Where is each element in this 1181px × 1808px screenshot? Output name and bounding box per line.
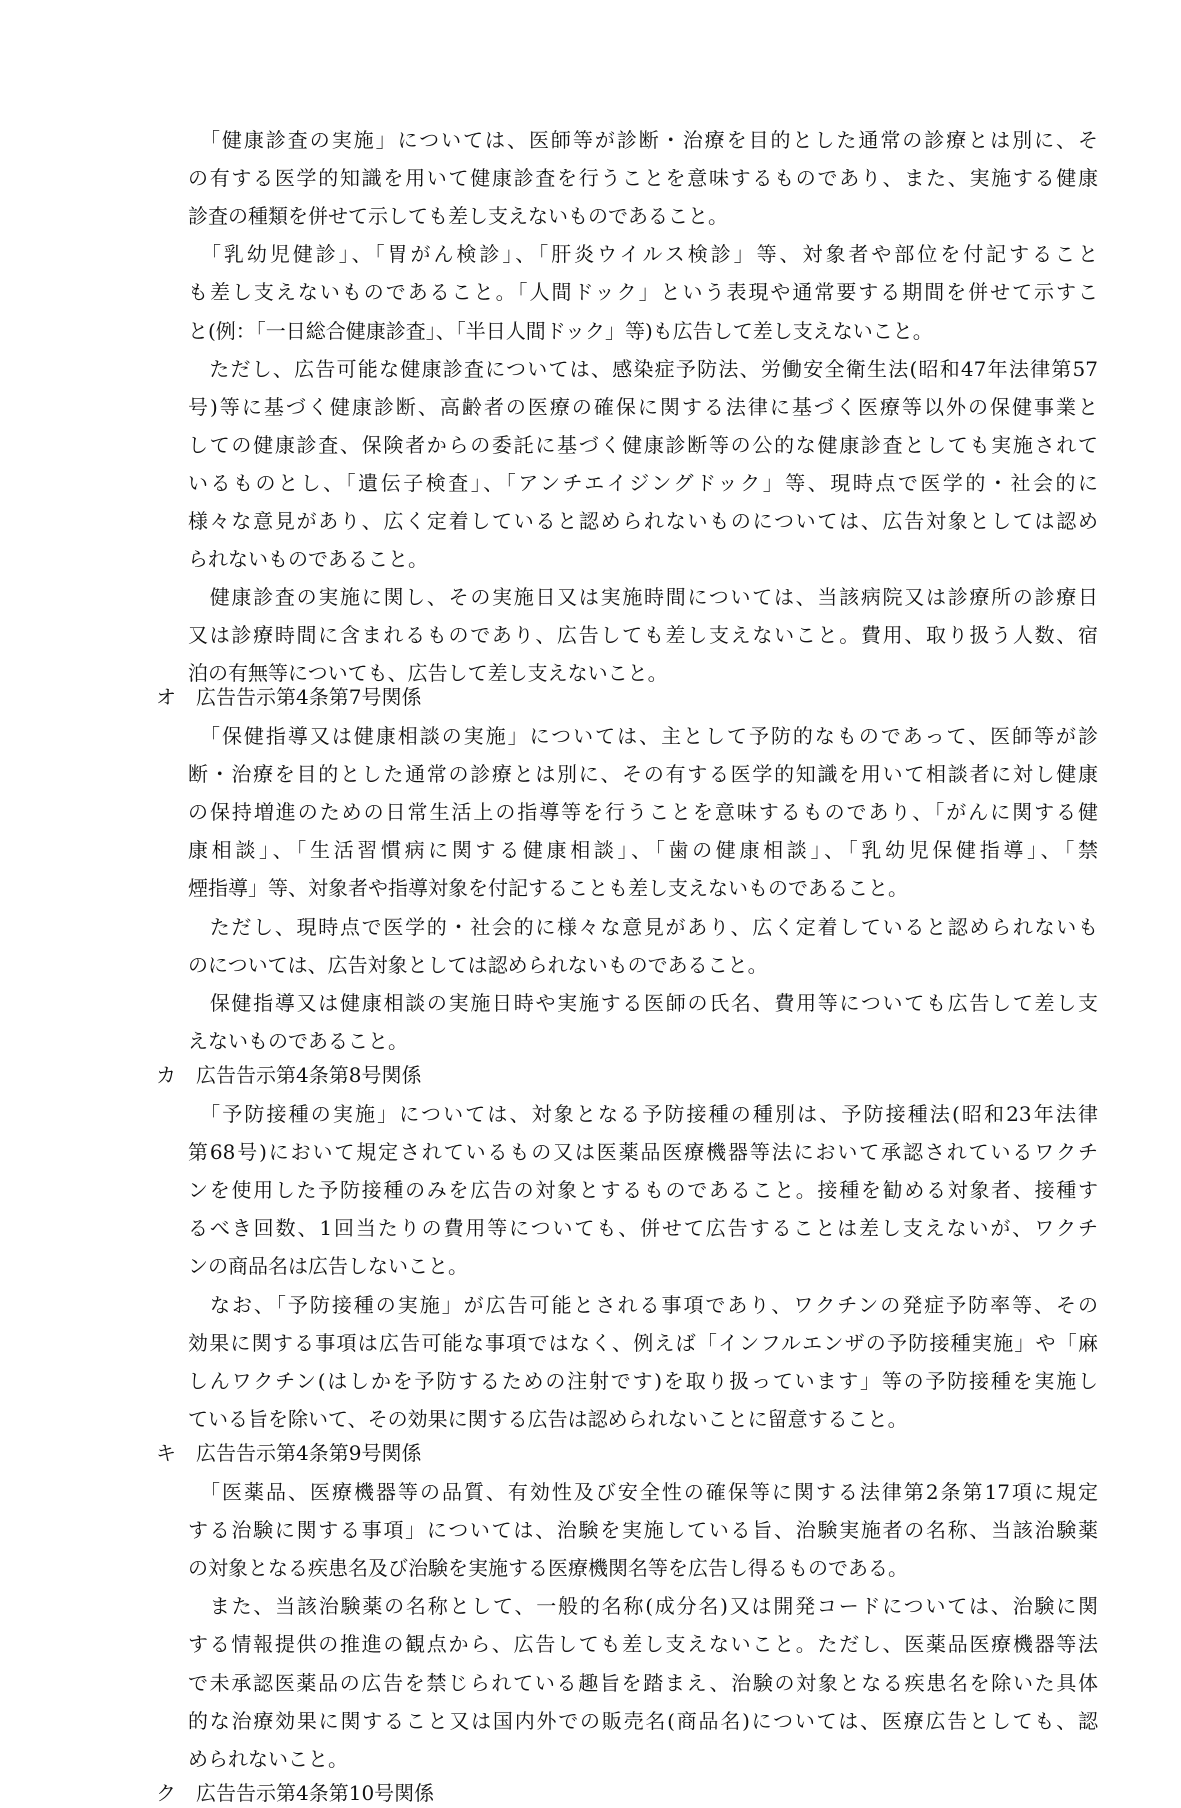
body-line: められないこと。 bbox=[188, 1746, 348, 1771]
body-line: 「予防接種の実施」については、対象となる予防接種の種別は、予防接種法(昭和23年法律 bbox=[188, 1102, 1098, 1126]
body-line: られないものであること。 bbox=[188, 547, 428, 572]
section-heading: ク 広告告示第4条第10号関係 bbox=[156, 1781, 435, 1805]
body-line: 保健指導又は健康相談の実施日時や実施する医師の氏名、費用等についても広告して差し支 bbox=[188, 990, 1098, 1015]
body-line: しんワクチン(はしかを予防するための注射です)を取り扱っています」等の予防接種を実施し bbox=[188, 1368, 1098, 1393]
body-line: 「医薬品、医療機器等の品質、有効性及び安全性の確保等に関する法律第2条第17項に規定 bbox=[188, 1480, 1098, 1504]
body-line: 健康診査の実施に関し、その実施日又は実施時間については、当該病院又は診療所の診療日 bbox=[188, 585, 1098, 610]
body-line: 「保健指導又は健康相談の実施」については、主として予防的なものであって、医師等が診 bbox=[188, 724, 1098, 748]
body-line: なお、「予防接種の実施」が広告可能とされる事項であり、ワクチンの発症予防率等、その bbox=[188, 1292, 1098, 1317]
body-line: 的な治療効果に関すること又は国内外での販売名(商品名)については、医療広告としても、認 bbox=[188, 1708, 1098, 1733]
body-line: るべき回数、1回当たりの費用等についても、併せて広告することは差し支えないが、ワクチ bbox=[188, 1216, 1098, 1241]
body-line: 効果に関する事項は広告可能な事項ではなく、例えば「インフルエンザの予防接種実施」や「麻 bbox=[188, 1330, 1098, 1355]
body-line: 第68号)において規定されているもの又は医薬品医療機器等法において承認されているワクチ bbox=[188, 1140, 1098, 1165]
body-line: の対象となる疾患名及び治験を実施する医療機関名等を広告し得るものである。 bbox=[188, 1556, 908, 1581]
body-line: ただし、広告可能な健康診査については、感染症予防法、労働安全衛生法(昭和47年法律第57 bbox=[188, 356, 1098, 381]
body-line: 号)等に基づく健康診断、高齢者の医療の確保に関する法律に基づく医療等以外の保健事業と bbox=[188, 394, 1098, 419]
body-line: ンの商品名は広告しないこと。 bbox=[188, 1254, 468, 1279]
body-line: も差し支えないものであること。「人間ドック」という表現や通常要する期間を併せて示すこ bbox=[188, 280, 1098, 305]
body-line: ている旨を除いて、その効果に関する広告は認められないことに留意すること。 bbox=[188, 1406, 908, 1431]
section-heading: カ 広告告示第4条第8号関係 bbox=[156, 1063, 422, 1087]
body-line: いるものとし、「遺伝子検査」、「アンチエイジングドック」等、現時点で医学的・社会的に bbox=[188, 470, 1098, 495]
body-line: のについては、広告対象としては認められないものであること。 bbox=[188, 952, 768, 977]
body-line: ただし、現時点で医学的・社会的に様々な意見があり、広く定着していると認められないも bbox=[188, 914, 1098, 939]
section-heading: オ 広告告示第4条第7号関係 bbox=[156, 685, 422, 709]
body-line: ンを使用した予防接種のみを広告の対象とするものであること。接種を勧める対象者、接種す bbox=[188, 1178, 1098, 1203]
body-line: 煙指導」等、対象者や指導対象を付記することも差し支えないものであること。 bbox=[188, 876, 908, 901]
body-line: 又は診療時間に含まれるものであり、広告しても差し支えないこと。費用、取り扱う人数、宿 bbox=[188, 623, 1098, 648]
body-line: と(例：「一日総合健康診査」、「半日人間ドック」等)も広告して差し支えないこと。 bbox=[188, 318, 933, 343]
body-line: する治験に関する事項」については、治験を実施している旨、治験実施者の名称、当該治験薬 bbox=[188, 1518, 1098, 1543]
body-line: で未承認医薬品の広告を禁じられている趣旨を踏まえ、治験の対象となる疾患名を除いた具体 bbox=[188, 1670, 1098, 1695]
body-line: また、当該治験薬の名称として、一般的名称(成分名)又は開発コードについては、治験に関 bbox=[188, 1594, 1098, 1619]
body-line: 泊の有無等についても、広告して差し支えないこと。 bbox=[188, 661, 668, 686]
section-heading: キ 広告告示第4条第9号関係 bbox=[156, 1441, 422, 1465]
body-line: えないものであること。 bbox=[188, 1028, 408, 1053]
body-line: 診査の種類を併せて示しても差し支えないものであること。 bbox=[188, 204, 728, 229]
body-line: 「健康診査の実施」については、医師等が診断・治療を目的とした通常の診療とは別に、そ bbox=[188, 128, 1098, 152]
body-line: する情報提供の推進の観点から、広告しても差し支えないこと。ただし、医薬品医療機器等法 bbox=[188, 1632, 1098, 1657]
body-line: しての健康診査、保険者からの委託に基づく健康診断等の公的な健康診査としても実施されて bbox=[188, 432, 1098, 457]
body-line: 「乳幼児健診」、「胃がん検診」、「肝炎ウイルス検診」等、対象者や部位を付記すること bbox=[188, 242, 1098, 267]
body-line: 様々な意見があり、広く定着していると認められないものについては、広告対象としては認め bbox=[188, 509, 1098, 533]
body-line: 断・治療を目的とした通常の診療とは別に、その有する医学的知識を用いて相談者に対し健康 bbox=[188, 762, 1098, 787]
body-line: 康相談」、「生活習慣病に関する健康相談」、「歯の健康相談」、「乳幼児保健指導」、「禁 bbox=[188, 838, 1098, 863]
body-line: の有する医学的知識を用いて健康診査を行うことを意味するものであり、また、実施する健康 bbox=[188, 166, 1098, 191]
body-line: の保持増進のための日常生活上の指導等を行うことを意味するものであり、「がんに関する健 bbox=[188, 800, 1098, 825]
